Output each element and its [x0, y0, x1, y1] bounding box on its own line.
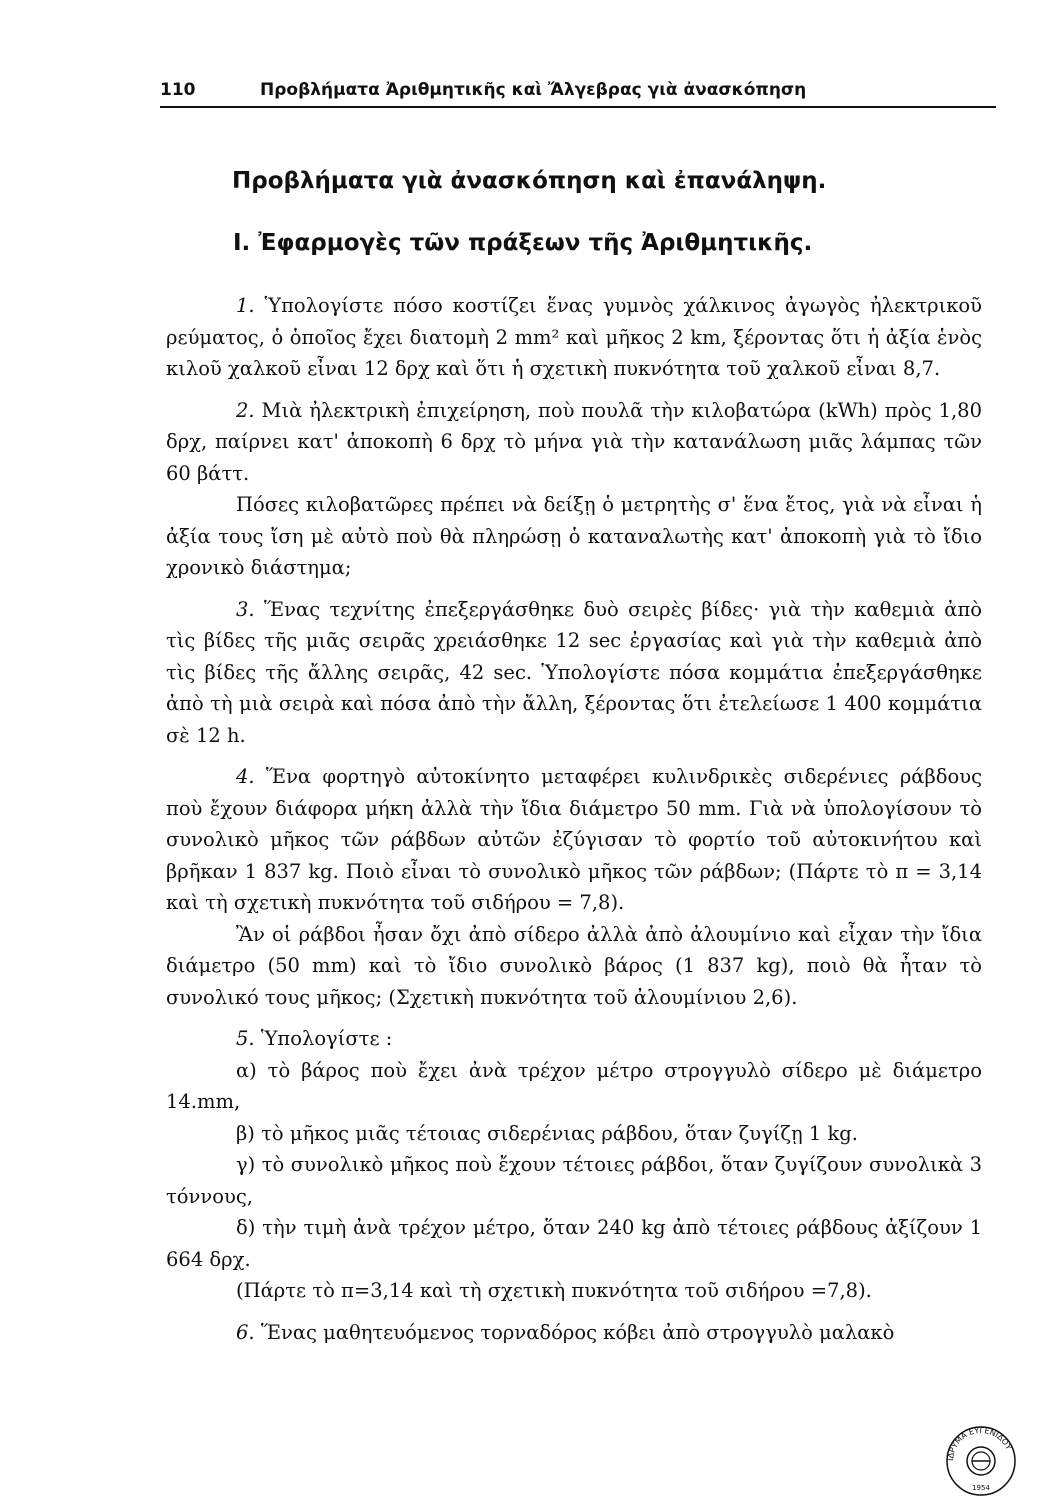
problem-number: 1.: [236, 294, 255, 317]
problem-2: [166, 395, 982, 490]
subsection-title: I. Ἐφαρμογὲς τῶν πράξεων τῆς Ἀριθμητικῆς.: [233, 230, 813, 256]
problem-1: [166, 290, 982, 385]
problems-body: [166, 290, 982, 1348]
problem-number: 4.: [236, 765, 255, 788]
problem-text: Ἕνας μαθητευόμενος τορναδόρος κόβει ἀπὸ στρογγυλὸ μαλακὸ: [260, 1320, 895, 1344]
problem-3: [166, 594, 982, 752]
problem-number: 3.: [236, 597, 255, 621]
problem-number: 2.: [236, 398, 255, 422]
problem-text: Μιὰ ἠλεκτρικὴ ἐπιχείρηση, ποὺ πουλᾶ τὴν κιλοβατώρα (kWh) πρὸς 1,80 δρχ, παίρνει κατ' ἀποκοπὴ 6 δρχ τὸ μήνα γιὰ τὴν κατανάλωση μιᾶς λάμπας τῶν 60 βάττ.: [166, 398, 982, 485]
foundation-seal-icon: [944, 1424, 1018, 1498]
seal-year: 1954: [972, 1484, 990, 1492]
problem-5-item-a: α) τὸ βάρος ποὺ ἔχει ἀνὰ τρέχον μέτρο στρογγυλὸ σίδερο μὲ διάμετρο 14.mm,: [166, 1058, 982, 1113]
problem-5-item-c: γ) τὸ συνολικὸ μῆκος ποὺ ἔχουν τέτοιες ράβδοι, ὅταν ζυγίζουν συνολικὰ 3 τόννους,: [166, 1153, 982, 1208]
problem-text: Ἕνα φορτηγὸ αὐτοκίνητο μεταφέρει κυλινδρικὲς σιδερένιες ράβδους ποὺ ἔχουν διάφορα μήκη ἀλλὰ τὴν ἴδια διάμετρο 50 mm. Γιὰ νὰ ὑπολογίσουν τὸ συνολικὸ μῆκος τῶν ράβδων αὐτῶν ἐζύγισαν τὸ φορτίο τοῦ αὐτοκινήτου καὶ βρῆκαν 1 837 kg. Ποιὸ εἶναι τὸ συνολικὸ μῆκος τῶν ράβδων; (Πάρτε τὸ π = 3,14 καὶ τὴ σχετικὴ πυκνότητα τοῦ σιδήρου = 7,8).: [166, 765, 982, 914]
problem-2-question: Πόσες κιλοβατῶρες πρέπει νὰ δείξῃ ὁ μετρητὴς σ' ἕνα ἔτος, γιὰ νὰ εἶναι ἡ ἀξία τους ἴση μὲ αὐτὸ ποὺ θὰ πληρώσῃ ὁ καταναλωτὴς κατ' ἀποκοπὴ γιὰ τὸ ἴδιο χρονικὸ διάστημα;: [166, 493, 982, 579]
problem-4: [166, 761, 982, 919]
running-header: [160, 80, 996, 108]
page-number: 110: [160, 80, 196, 100]
problem-number: 6.: [236, 1320, 255, 1344]
problem-number: 5.: [236, 1027, 255, 1050]
section-title: Προβλήματα γιὰ ἀνασκόπηση καὶ ἐπανάληψη.: [232, 168, 827, 194]
problem-intro: Ὑπολογίστε :: [260, 1027, 393, 1050]
problem-5-item-b: β) τὸ μῆκος μιᾶς τέτοιας σιδερένιας ράβδου, ὅταν ζυγίζῃ 1 kg.: [236, 1121, 858, 1145]
problem-5-item-d: δ) τὴν τιμὴ ἀνὰ τρέχον μέτρο, ὅταν 240 kg ἀπὸ τέτοιες ράβδους ἀξίζουν 1 664 δρχ.: [166, 1216, 982, 1271]
problem-text: Ὑπολογίστε πόσο κοστίζει ἕνας γυμνὸς χάλκινος ἀγωγὸς ἠλεκτρικοῦ ρεύματος, ὁ ὁποῖος ἔχει διατομὴ 2 mm² καὶ μῆκος 2 km, ξέροντας ὅτι ἡ ἀξία ἑνὸς κιλοῦ χαλκοῦ εἶναι 12 δρχ καὶ ὅτι ἡ σχετικὴ πυκνότητα τοῦ χαλκοῦ εἶναι 8,7.: [166, 294, 982, 380]
problem-5: [166, 1023, 982, 1055]
problem-4-followup: Ἂν οἱ ράβδοι ἦσαν ὄχι ἀπὸ σίδερο ἀλλὰ ἀπὸ ἀλουμίνιο καὶ εἶχαν τὴν ἴδια διάμετρο (50 mm) καὶ τὸ ἴδιο συνολικὸ βάρος (1 837 kg), ποιὸ θὰ ἦταν τὸ συνολικό τους μῆκος; (Σχετικὴ πυκνότητα τοῦ ἀλουμίνιου 2,6).: [166, 922, 982, 1009]
seal-text: ΙΔΡΥΜΑ ΕΥΓΕΝΙΔΟΥ: [945, 1425, 1014, 1462]
problem-text: Ἕνας τεχνίτης ἐπεξεργάσθηκε δυὸ σειρὲς βίδες· γιὰ τὴν καθεμιὰ ἀπὸ τὶς βίδες τῆς μιᾶς σειρᾶς χρειάσθηκε 12 sec ἐργασίας καὶ γιὰ τὴν καθεμιὰ ἀπὸ τὶς βίδες τῆς ἄλλης σειρᾶς, 42 sec. Ὑπολογίστε πόσα κομμάτια ἐπεξεργάσθηκε ἀπὸ τὴ μιὰ σειρὰ καὶ πόσα ἀπὸ τὴν ἄλλη, ξέροντας ὅτι ἐτελείωσε 1 400 κομμάτια σὲ 12 h.: [166, 597, 982, 747]
running-title: Προβλήματα Ἀριθμητικῆς καὶ Ἄλγεβρας γιὰ ἀνασκόπηση: [260, 80, 807, 100]
problem-6: [166, 1317, 982, 1349]
svg-text:ΙΔΡΥΜΑ ΕΥΓΕΝΙΔΟΥ: [946, 1426, 1013, 1461]
problem-5-note: (Πάρτε τὸ π=3,14 καὶ τὴ σχετικὴ πυκνότητα τοῦ σιδήρου =7,8).: [236, 1279, 872, 1302]
